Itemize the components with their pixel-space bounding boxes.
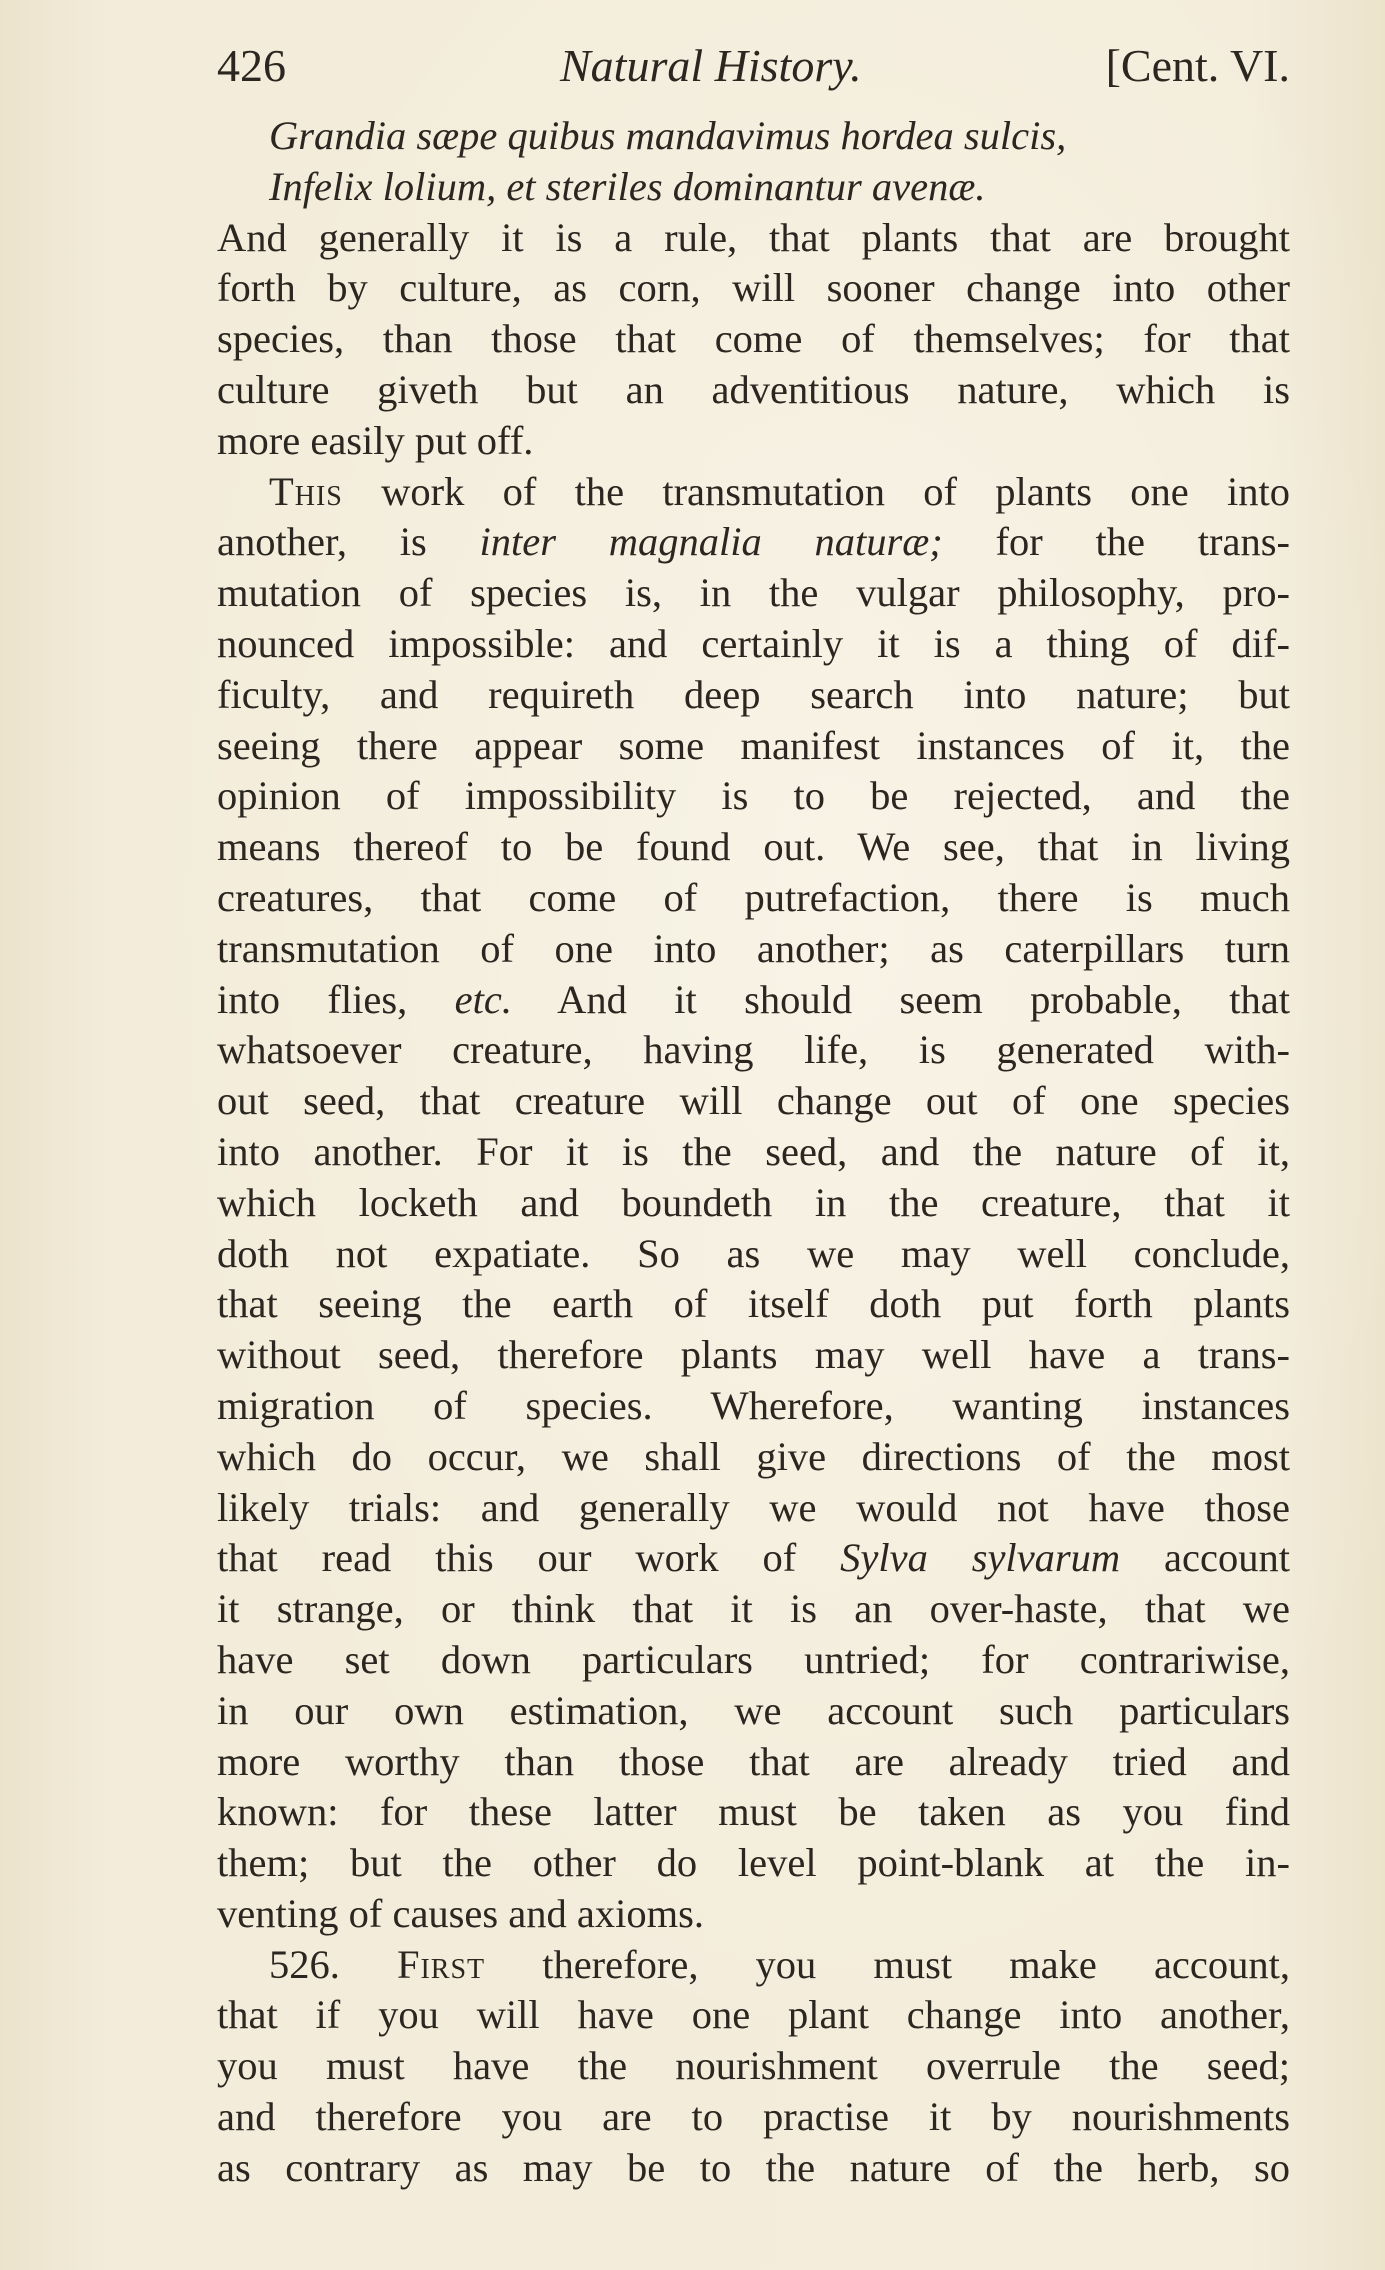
text-line: seeing there appear some manifest instances of it, the [217,722,1290,768]
text-line: more worthy than those that are already tried and [217,1738,1290,1784]
text-line: more easily put off. [217,417,534,463]
page-body [217,111,1290,2194]
text-line: species, than those that come of themselves; for that [217,316,1290,362]
text-line: and therefore you are to practise it by nourishments [217,2094,1290,2140]
text-line: whatsoever creature, having life, is generated with- [217,1027,1290,1073]
text-line: doth not expatiate. So as we may well conclude, [217,1230,1290,1276]
text-line: that read this our work of Sylva sylvarum account [217,1535,1290,1581]
text-line: as contrary as may be to the nature of the herb, so [217,2144,1290,2190]
italic-phrase: Sylva sylvarum [840,1535,1121,1581]
text-line: opinion of impossibility is to be rejected, and the [217,773,1290,819]
text-line: that if you will have one plant change into another, [217,1992,1290,2038]
italic-phrase: etc. [454,976,512,1022]
text-line: in our own estimation, we account such particulars [217,1687,1290,1733]
text-line: without seed, therefore plants may well have a trans- [217,1332,1290,1378]
text-line: culture giveth but an adventitious nature, which is [217,366,1290,412]
text-line: venting of causes and axioms. [217,1890,705,1936]
small-caps-word: First [396,1941,486,1987]
page-number: 426 [217,40,286,91]
text-line: mutation of species is, in the vulgar philosophy, pro- [217,570,1290,616]
text-line: known: for these latter must be taken as you find [217,1789,1290,1835]
text-line: 526. First therefore, you must make account, [269,1941,1290,1987]
text-line: This work of the transmutation of plants one into [269,468,1290,514]
text-line: them; but the other do level point-blank at the in- [217,1840,1290,1886]
text-line: that seeing the earth of itself doth put forth plants [217,1281,1290,1327]
running-title: Natural History. [560,40,862,91]
text-line: it strange, or think that it is an over-haste, that we [217,1586,1290,1632]
running-header [217,38,1290,94]
text-line: ficulty, and requireth deep search into nature; but [217,671,1290,717]
text-line: creatures, that come of putrefaction, there is much [217,874,1290,920]
text-line: forth by culture, as corn, will sooner change into other [217,265,1290,311]
text-line: likely trials: and generally we would not have those [217,1484,1290,1530]
text-line: into another. For it is the seed, and the nature of it, [217,1128,1290,1174]
section-marker: [Cent. VI. [1105,40,1290,91]
text-line: migration of species. Wherefore, wanting instances [217,1382,1290,1428]
verse-line: Grandia sæpe quibus mandavimus hordea sulcis, [269,113,1067,158]
text-line: you must have the nourishment overrule the seed; [217,2043,1290,2089]
text-line: And generally it is a rule, that plants that are brought [217,214,1290,260]
paragraph-number: 526. [269,1941,340,1987]
text-line: transmutation of one into another; as caterpillars turn [217,925,1290,971]
text-line: means thereof to be found out. We see, that in living [217,824,1290,870]
text-line: out seed, that creature will change out of one species [217,1078,1290,1124]
small-caps-word: This [269,468,343,514]
text-line: which do occur, we shall give directions of the most [217,1433,1290,1479]
text-line: nounced impossible: and certainly it is a thing of dif- [217,620,1290,666]
text-line: into flies, etc. And it should seem probable, that [217,976,1290,1022]
italic-phrase: inter magnalia naturæ; [479,519,943,565]
text-line: another, is inter magnalia naturæ; for the trans- [217,519,1290,565]
verse-line: Infelix lolium, et steriles dominantur avenæ. [269,163,986,209]
text-line: have set down particulars untried; for contrariwise, [217,1636,1290,1682]
text-line: which locketh and boundeth in the creature, that it [217,1179,1290,1225]
